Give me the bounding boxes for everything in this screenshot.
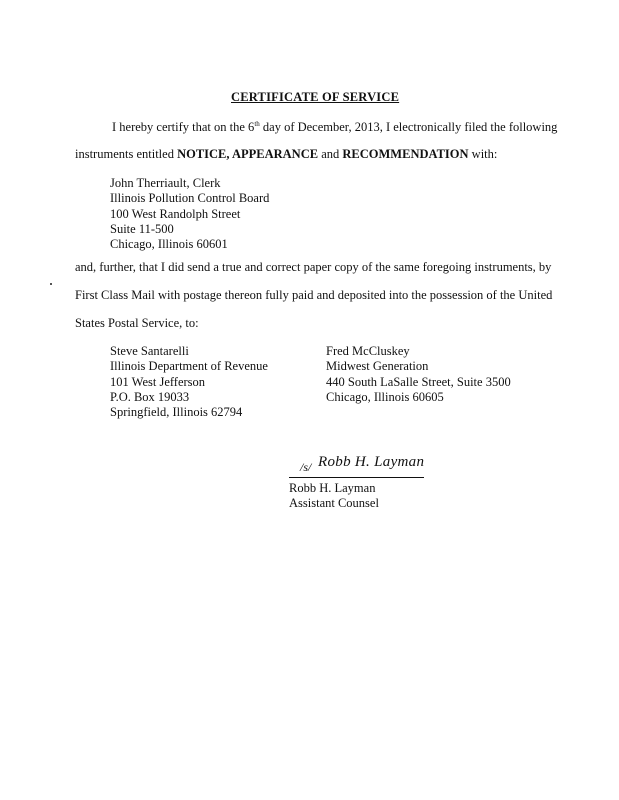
instruments-with: with: <box>468 147 498 161</box>
page-title: CERTIFICATE OF SERVICE <box>231 90 400 104</box>
signer-name: Robb H. Layman <box>289 481 376 495</box>
day-ordinal-suffix: th <box>254 119 260 128</box>
certification-line-1 <box>112 121 557 134</box>
address-line: 100 West Randolph Street <box>110 206 241 221</box>
address-line: Chicago, Illinois 60605 <box>326 389 444 404</box>
instrument-conjunction: and <box>318 147 343 161</box>
address-line: Midwest Generation <box>326 359 429 374</box>
scan-artifact <box>50 283 52 285</box>
signature-script: Robb H. Layman <box>318 454 425 470</box>
signer-block <box>289 481 379 512</box>
instrument-name-recommendation: RECOMMENDATION <box>342 147 469 161</box>
service-line-2: First Class Mail with postage thereon fully paid and deposited into the possession of the United <box>75 288 553 302</box>
address-line: Springfield, Illinois 62794 <box>110 405 243 420</box>
address-line: John Therriault, Clerk <box>110 176 221 190</box>
service-line-1: and, further, that I did send a true and correct paper copy of the same foregoing instruments, by <box>75 260 552 274</box>
address-line: Fred McCluskey <box>326 344 410 358</box>
signer-title: Assistant Counsel <box>289 496 379 511</box>
address-line: 101 West Jefferson <box>110 374 206 389</box>
address-line: Illinois Department of Revenue <box>110 359 268 374</box>
instruments-intro: instruments entitled <box>75 147 178 161</box>
address-line: P.O. Box 19033 <box>110 389 190 404</box>
clerk-address-block <box>110 176 269 252</box>
address-line: Illinois Pollution Control Board <box>110 191 270 206</box>
certification-text-end: day of December, 2013, I electronically filed the following <box>259 120 558 134</box>
address-line: 440 South LaSalle Street, Suite 3500 <box>326 374 511 389</box>
address-line: Chicago, Illinois 60601 <box>110 237 228 252</box>
recipient-address-block-1 <box>110 344 268 420</box>
address-line: Steve Santarelli <box>110 344 189 358</box>
certification-line-2 <box>75 148 497 161</box>
service-line-3: States Postal Service, to: <box>75 316 199 330</box>
certification-text-start: I hereby certify that on the 6 <box>112 120 255 134</box>
recipient-address-block-2 <box>326 344 511 405</box>
instrument-names: NOTICE, APPEARANCE <box>177 147 319 161</box>
address-line: Suite 11-500 <box>110 221 174 236</box>
signature-prefix: /s/ <box>300 460 312 474</box>
